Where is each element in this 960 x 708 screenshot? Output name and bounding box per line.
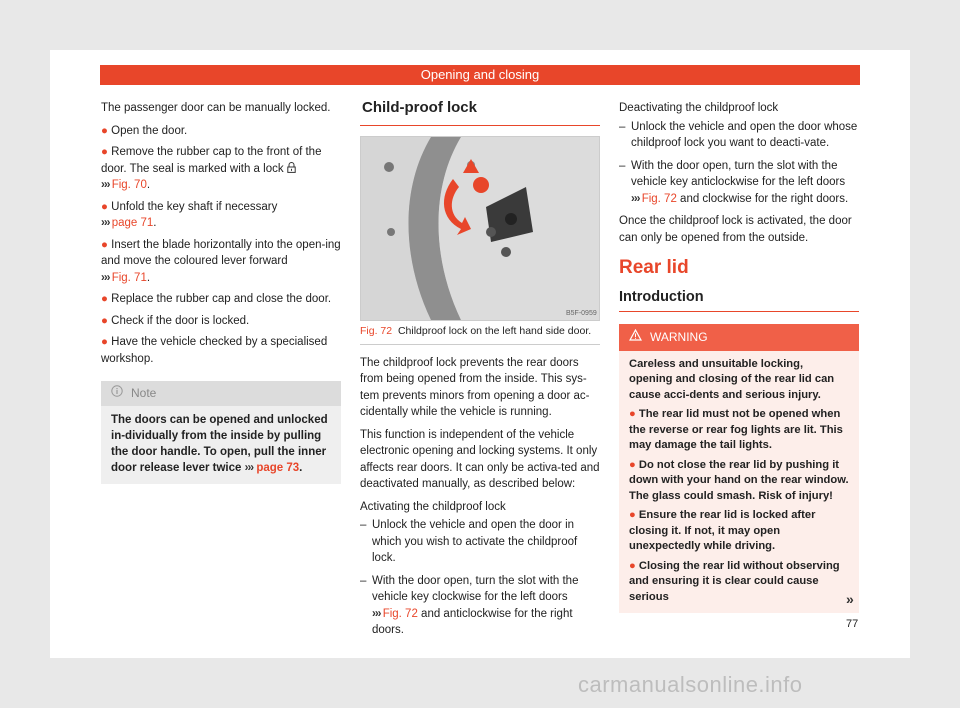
deactivating-heading: Deactivating the childproof lock xyxy=(619,102,779,114)
bullet-text: Replace the rubber cap and close the door. xyxy=(111,293,332,305)
continue-marker: » xyxy=(846,591,854,607)
bullet-dot: ● xyxy=(101,238,112,251)
door-lock-illustration xyxy=(361,137,599,320)
para-1: The childproof lock prevents the rear doors from being opened from the inside. This sys-tem prevents minors from opening a door ac-cidentally while the vehicle is running. xyxy=(360,356,590,418)
note-body xyxy=(101,406,341,484)
bullet-list xyxy=(101,123,341,368)
bullet-text: Open the door. xyxy=(111,124,188,137)
step-body xyxy=(372,517,600,567)
bullet-item xyxy=(101,237,341,287)
bullet-dot: ● xyxy=(101,293,112,305)
note-tail: . xyxy=(299,461,303,474)
column-3 xyxy=(619,100,859,613)
bullet-tail: . xyxy=(153,217,157,229)
warning-bullets xyxy=(629,407,849,605)
ref-arrow: ››› xyxy=(372,607,383,620)
bullet-dot: ● xyxy=(629,408,639,420)
bullet-item xyxy=(101,334,341,367)
bullet-item xyxy=(101,291,341,308)
step-text: Unlock the vehicle and open the door in which you wish to activate the childproof lock. xyxy=(372,519,578,564)
bullet-item xyxy=(101,144,341,194)
bullet-tail: . xyxy=(146,179,151,191)
once-text: Once the childproof lock is activated, the door can only be opened from the outside. xyxy=(619,215,852,244)
step-text: With the door open, turn the slot with the vehicle key clockwise for the left doors xyxy=(372,574,579,603)
note-box xyxy=(101,381,341,484)
ref-arrow: ››› xyxy=(101,271,112,284)
intro-text: The passenger door can be manually locked. xyxy=(101,102,331,114)
deactivating-steps xyxy=(619,119,859,208)
figure-caption xyxy=(360,325,600,345)
bullet-dot: ● xyxy=(101,124,112,137)
step-item xyxy=(619,119,859,152)
section-title-child-proof-lock: Child-proof lock xyxy=(360,100,600,126)
step-body xyxy=(631,158,859,208)
step-dash: – xyxy=(619,159,626,172)
warning-label: WARNING xyxy=(650,330,708,344)
step-dash: – xyxy=(360,574,367,587)
step-tail: and clockwise for the right doors. xyxy=(676,192,849,205)
cross-reference-link[interactable]: Fig. 72 xyxy=(382,607,418,620)
bullet-text: Insert the blade horizontally into the open-ing and move the coloured lever forward xyxy=(101,238,341,267)
note-label: Note xyxy=(131,386,157,400)
ref-arrow: ››› xyxy=(101,179,112,191)
column-2 xyxy=(360,100,600,645)
page-number: 77 xyxy=(846,618,859,630)
bullet-tail: . xyxy=(146,271,151,284)
step-item xyxy=(619,158,859,208)
cross-reference-link[interactable]: page 71 xyxy=(111,217,154,229)
warning-triangle-icon xyxy=(629,329,642,346)
step-item xyxy=(360,573,600,639)
warning-lead: Careless and unsuitable locking, opening and closing of the rear lid can cause acci-dents and serious injury. xyxy=(629,357,835,401)
bullet-dot: ● xyxy=(101,336,112,348)
figure-caption-text: Childproof lock on the left hand side door. xyxy=(397,324,592,337)
bullet-item xyxy=(101,313,341,330)
step-body xyxy=(631,119,859,152)
step-dash: – xyxy=(360,519,367,531)
note-header xyxy=(101,381,341,406)
bullet-text: Have the vehicle checked by a specialised workshop. xyxy=(101,336,328,365)
bullet-text: Remove the rubber cap to the front of the door. The seal is marked with a lock xyxy=(101,146,322,175)
info-icon xyxy=(111,385,123,402)
warning-header xyxy=(619,324,859,351)
warning-bullet-text: Do not close the rear lid by pushing it down with your hand on the rear window. The glass could smash. Risk of injury! xyxy=(629,458,849,502)
activating-steps xyxy=(360,517,600,639)
step-text: With the door open, turn the slot with the vehicle key anticlockwise for the left doors xyxy=(631,159,846,188)
warning-bullet xyxy=(629,458,849,505)
lock-icon xyxy=(284,163,296,175)
bullet-dot: ● xyxy=(101,146,112,158)
figure-label: Fig. 72 xyxy=(360,324,393,337)
cross-reference-link[interactable]: Fig. 72 xyxy=(641,192,677,205)
step-dash: – xyxy=(619,120,626,133)
warning-body xyxy=(619,351,859,614)
warning-bullet xyxy=(629,407,849,454)
note-text: The doors can be opened and unlocked in-dividually from the inside by pulling the door handle. To open, pull the inner door release lever twice xyxy=(111,413,328,474)
warning-bullet-text: Ensure the rear lid is locked after closing it. If not, it may open unexpectedly while driving. xyxy=(629,509,816,552)
ref-arrow: ››› xyxy=(244,461,254,474)
bullet-dot: ● xyxy=(101,314,112,327)
figure-72-image xyxy=(360,136,600,321)
ref-arrow: ››› xyxy=(101,217,112,229)
bullet-dot: ● xyxy=(629,559,639,572)
ref-arrow: ››› xyxy=(631,192,642,205)
bullet-item xyxy=(101,123,341,140)
step-tail: and anticlockwise for the right doors. xyxy=(372,607,573,636)
rear-lid-heading: Rear lid xyxy=(619,257,689,278)
step-item xyxy=(360,517,600,567)
bullet-dot: ● xyxy=(101,200,112,213)
cross-reference-link[interactable]: Fig. 70 xyxy=(111,179,147,191)
cross-reference-link[interactable]: Fig. 71 xyxy=(111,271,147,284)
chapter-header: Opening and closing xyxy=(100,65,860,85)
warning-box xyxy=(619,324,859,613)
para-2: This function is independent of the vehicle electronic opening and locking systems. It only affects rear doors. It can only be activa-ted and deactivated manually, as described below: xyxy=(360,428,600,490)
bullet-text: Check if the door is locked. xyxy=(111,314,250,327)
warning-bullet-text: The rear lid must not be opened when the reverse or rear fog lights are lit. This may damage the tail lights. xyxy=(629,408,843,451)
introduction-heading: Introduction xyxy=(619,289,859,313)
warning-bullet-text: Closing the rear lid without observing and ensuring it is clear could cause serious xyxy=(629,559,840,603)
watermark: carmanualsonline.info xyxy=(578,672,803,697)
note-page-link[interactable]: page 73 xyxy=(256,461,300,474)
warning-bullet xyxy=(629,508,849,555)
bullet-text: Unfold the key shaft if necessary xyxy=(111,200,278,213)
figure-code: B5F-0959 xyxy=(566,309,597,317)
step-text: Unlock the vehicle and open the door whose childproof lock you want to deacti-vate. xyxy=(631,120,858,149)
step-body xyxy=(372,573,600,639)
bullet-item xyxy=(101,199,341,232)
warning-bullet xyxy=(629,559,849,606)
bullet-dot: ● xyxy=(629,509,639,521)
bullet-dot: ● xyxy=(629,458,639,471)
activating-heading: Activating the childproof lock xyxy=(360,500,506,513)
column-1 xyxy=(101,100,341,484)
